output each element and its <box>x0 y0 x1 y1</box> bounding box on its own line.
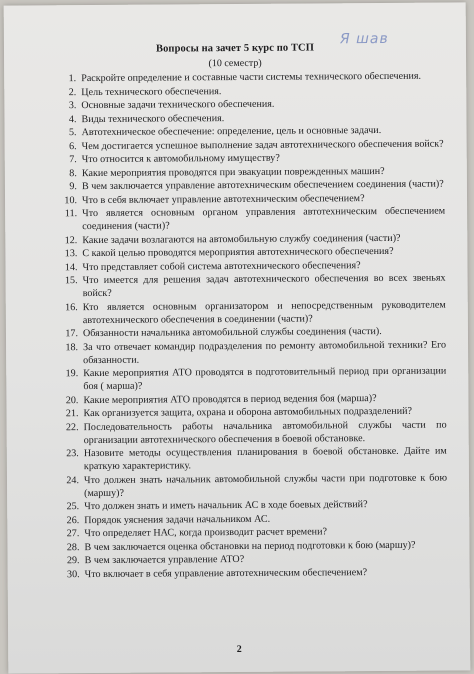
question-number: 6. <box>69 140 77 152</box>
handwritten-note: Я шав <box>339 30 389 48</box>
question-number: 18. <box>65 341 79 353</box>
question-text: Порядок уяснения задачи начальником АС. <box>84 513 271 526</box>
question-number: 25. <box>66 501 80 513</box>
document-page <box>4 2 471 673</box>
question-number: 1. <box>68 73 77 85</box>
document-title: Вопросы на зачет 5 курс по ТСП <box>155 42 315 55</box>
question-number: 5. <box>68 127 77 139</box>
question-number: 11. <box>64 208 78 220</box>
question-number: 26. <box>66 514 80 526</box>
question-text: Раскройте определение и составные части системы технического обеспечения. <box>81 70 422 85</box>
question-number: 30. <box>66 568 80 580</box>
question-number: 19. <box>65 368 79 380</box>
question-text: Что должен знать и иметь начальник АС в ходе боевых действий? <box>84 499 368 513</box>
question-number: 23. <box>66 448 79 460</box>
question-item <box>57 418 447 447</box>
question-number: 12. <box>64 234 78 246</box>
question-text: Что в себя включает управление автотехническим обеспечением? <box>81 192 365 206</box>
question-text: Чем достигается успешное выполнение задач автотехнического обеспечения войск? <box>81 138 444 152</box>
question-text: Что является основным органом управления автотехническим обеспечением соединения (части)? <box>82 205 446 233</box>
semester-label: (10 семестр) <box>208 57 262 70</box>
question-item <box>58 565 448 581</box>
question-number: 9. <box>69 181 77 193</box>
question-number: 16. <box>65 301 78 313</box>
question-number: 13. <box>64 248 78 260</box>
question-number: 27. <box>66 528 80 540</box>
question-text: За что отвечает командир подразделения по ремонту автомобильной техники? Его обязанности. <box>83 339 447 366</box>
question-number: 14. <box>64 261 78 273</box>
question-text: Что относится к автомобильному имуществу? <box>81 152 280 166</box>
question-text: Кто является основным организатором и непосредственным руководителем автотехнического обеспечения в соединении (части)? <box>82 299 446 326</box>
question-item <box>55 205 445 234</box>
page-number: 2 <box>236 643 242 656</box>
question-item <box>57 471 447 500</box>
question-number: 8. <box>69 167 77 179</box>
question-number: 24. <box>66 474 80 486</box>
question-item <box>57 445 447 474</box>
question-number: 4. <box>68 113 77 125</box>
question-text: Какие мероприятия проводятся при эвакуации поврежденных машин? <box>81 165 385 179</box>
question-text: Что включает в себя управление автотехническим обеспечением? <box>84 566 368 580</box>
question-text: Назовите методы осуществления планирования в боевой обстановке. Дайте им краткую характеристику. <box>83 445 447 473</box>
question-text: В чем заключается оценка обстановки на период подготовки к бою (маршу)? <box>84 539 416 553</box>
question-text: В чем заключается управление автотехническим обеспечением соединения (части)? <box>81 178 444 193</box>
question-text: Что имеется для решения задач автотехнического обеспечения во всех звеньях войск? <box>82 272 446 300</box>
question-number: 2. <box>68 86 77 98</box>
question-number: 10. <box>64 194 78 206</box>
question-text: Какие мероприятия АТО проводятся в подготовительный период при организации боя ( марша)? <box>83 365 447 393</box>
question-text: В чем заключается управление АТО? <box>84 553 245 567</box>
question-text: Как организуется защита, охрана и оборона автомобильных подразделений? <box>83 405 413 420</box>
question-number: 3. <box>68 100 77 112</box>
question-item <box>56 298 446 327</box>
question-item <box>56 272 446 301</box>
question-text: Какие задачи возлагаются на автомобильную службу соединения (части)? <box>82 232 401 246</box>
question-number: 20. <box>65 394 79 406</box>
question-text: Автотехническое обеспечение: определение, цель и основные задачи. <box>81 124 382 139</box>
question-text: Что определяет НАС, когда производит расчет времени? <box>84 526 327 540</box>
question-number: 7. <box>69 154 77 166</box>
question-text: Виды технического обеспечения. <box>81 112 225 125</box>
header <box>4 36 466 57</box>
question-number: 17. <box>65 328 79 340</box>
question-text: С какой целью проводятся мероприятия автотехнического обеспечения? <box>82 245 394 260</box>
question-number: 29. <box>66 555 80 567</box>
question-number: 15. <box>64 275 78 287</box>
question-item <box>56 338 446 367</box>
question-number: 21. <box>65 408 79 420</box>
question-text: Какие мероприятия АТО проводятся в период ведения боя (марша)? <box>83 392 377 406</box>
question-text: Основные задачи технического обеспечения. <box>81 98 275 112</box>
question-text: Обязанности начальника автомобильной службы соединения (части). <box>82 325 382 340</box>
question-list <box>54 70 448 582</box>
question-text: Что должен знать начальник автомобильной службы части при подготовке к бою (маршу)? <box>83 472 448 499</box>
question-text: Последовательность работы начальника автомобильной службы части по организации автотехнического обеспечения в боевой обстановке. <box>83 419 447 446</box>
question-text: Что представляет собой система автотехнического обеспечения? <box>82 259 361 273</box>
question-number: 28. <box>66 541 80 553</box>
question-number: 22. <box>65 421 79 433</box>
question-text: Цель технического обеспечения. <box>81 85 222 98</box>
question-item <box>56 365 446 394</box>
